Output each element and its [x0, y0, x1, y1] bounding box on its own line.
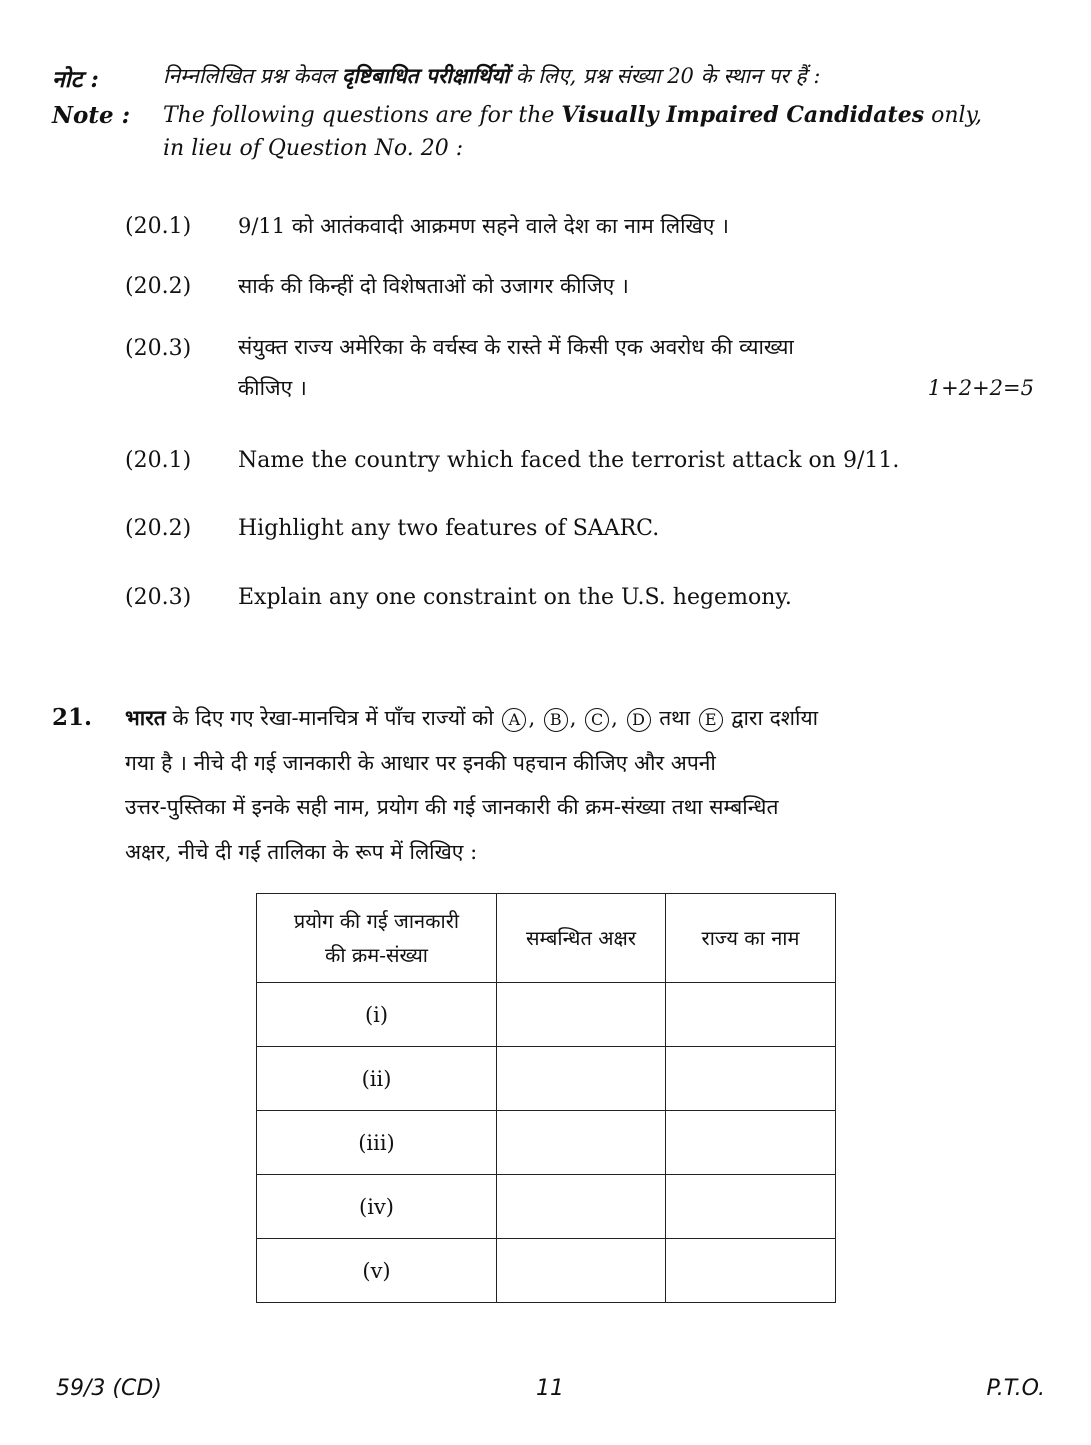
letter-cell [497, 1239, 666, 1303]
header-serial-line1: प्रयोग की गई जानकारी [293, 909, 460, 933]
note-hindi-part2: के लिए, प्रश्न संख्या 20 के स्थान पर हैं : [508, 64, 821, 88]
q20-1-english-text: Name the country which faced the terrorist attack on 9/11. [238, 448, 900, 473]
answer-table [256, 893, 836, 1303]
footer-pto: P.T.O. [986, 1376, 1045, 1401]
note-hindi-bold: दृष्टिबाधित परीक्षार्थियों [341, 63, 509, 88]
q20-1-english-number: (20.1) [125, 448, 192, 473]
header-serial-line2: की क्रम-संख्या [325, 943, 428, 967]
letter-cell [497, 1047, 666, 1111]
q20-1-hindi-number: (20.1) [125, 214, 192, 239]
q20-2-english-text: Highlight any two features of SAARC. [238, 516, 660, 541]
q20-1-hindi-text: 9/11 को आतंकवादी आक्रमण सहने वाले देश का नाम लिखिए । [238, 214, 729, 238]
letter-a-circle: A [502, 708, 526, 732]
q20-3-english-number: (20.3) [125, 585, 192, 610]
q21-line1-end: द्वारा दर्शाया [731, 706, 819, 730]
q21-line3: उत्तर-पुस्तिका में इनके सही नाम, प्रयोग की गई जानकारी की क्रम-संख्या तथा सम्बन्धित [125, 795, 779, 819]
note-label-english: Note : [52, 102, 131, 129]
q21-line2: गया है । नीचे दी गई जानकारी के आधार पर इनकी पहचान कीजिए और अपनी [125, 751, 716, 775]
header-letter: सम्बन्धित अक्षर [497, 894, 666, 983]
row-label: (ii) [257, 1047, 497, 1111]
header-state-name: राज्य का नाम [666, 894, 836, 983]
footer-page-number: 11 [536, 1376, 564, 1401]
q20-2-hindi-text: सार्क की किन्हीं दो विशेषताओं को उजागर कीजिए । [238, 274, 629, 298]
q20-marks: 1+2+2=5 [927, 376, 1034, 400]
table-row [257, 1239, 836, 1303]
q20-2-hindi-number: (20.2) [125, 274, 192, 299]
q21-line4: अक्षर, नीचे दी गई तालिका के रूप में लिखिए : [125, 840, 478, 864]
letter-b-circle: B [544, 708, 568, 732]
note-english-bold: Visually Impaired Candidates [561, 102, 925, 128]
row-label: (v) [257, 1239, 497, 1303]
q21-and: तथा [659, 706, 691, 730]
note-label-hindi: नोट : [52, 66, 99, 93]
note-text-english [163, 102, 982, 128]
row-label: (iii) [257, 1111, 497, 1175]
letter-cell [497, 1111, 666, 1175]
letter-cell [497, 1175, 666, 1239]
note-text-english-line2: in lieu of Question No. 20 : [163, 136, 464, 161]
table-row [257, 1111, 836, 1175]
state-cell [666, 983, 836, 1047]
note-english-part2: only, [924, 103, 983, 128]
q20-3-hindi-number: (20.3) [125, 336, 192, 361]
state-cell [666, 1175, 836, 1239]
note-english-part1: The following questions are for the [163, 103, 562, 128]
note-hindi-part1: निम्नलिखित प्रश्न केवल [163, 64, 342, 88]
letter-d-circle: D [627, 708, 651, 732]
note-text-hindi [163, 62, 820, 90]
state-cell [666, 1111, 836, 1175]
q20-3-hindi-line1: संयुक्त राज्य अमेरिका के वर्चस्व के रास्ते में किसी एक अवरोध की व्याख्या [238, 335, 794, 359]
q20-3-hindi-text [238, 333, 1034, 361]
q21-bold-word: भारत [125, 705, 166, 730]
table-header-row [257, 894, 836, 983]
header-serial-number [257, 894, 497, 983]
row-label: (i) [257, 983, 497, 1047]
letter-e-circle: E [699, 708, 723, 732]
q21-number: 21. [52, 704, 93, 731]
state-cell [666, 1239, 836, 1303]
letter-c-circle: C [585, 708, 609, 732]
letter-cell [497, 983, 666, 1047]
q21-line1-text: के दिए गए रेखा-मानचित्र में पाँच राज्यों को [165, 706, 494, 730]
table-row [257, 1047, 836, 1111]
q21-line1: भारत के दिए गए रेखा-मानचित्र में पाँच राज्यों को A , B , C , D तथा E द्वारा दर्शाया [125, 705, 819, 730]
q20-3-english-text: Explain any one constraint on the U.S. hegemony. [238, 585, 792, 610]
table-row [257, 1175, 836, 1239]
q20-3-hindi-line2: कीजिए । [238, 376, 307, 400]
q20-2-english-number: (20.2) [125, 516, 192, 541]
footer-paper-code: 59/3 (CD) [56, 1376, 162, 1401]
row-label: (iv) [257, 1175, 497, 1239]
table-row [257, 983, 836, 1047]
state-cell [666, 1047, 836, 1111]
